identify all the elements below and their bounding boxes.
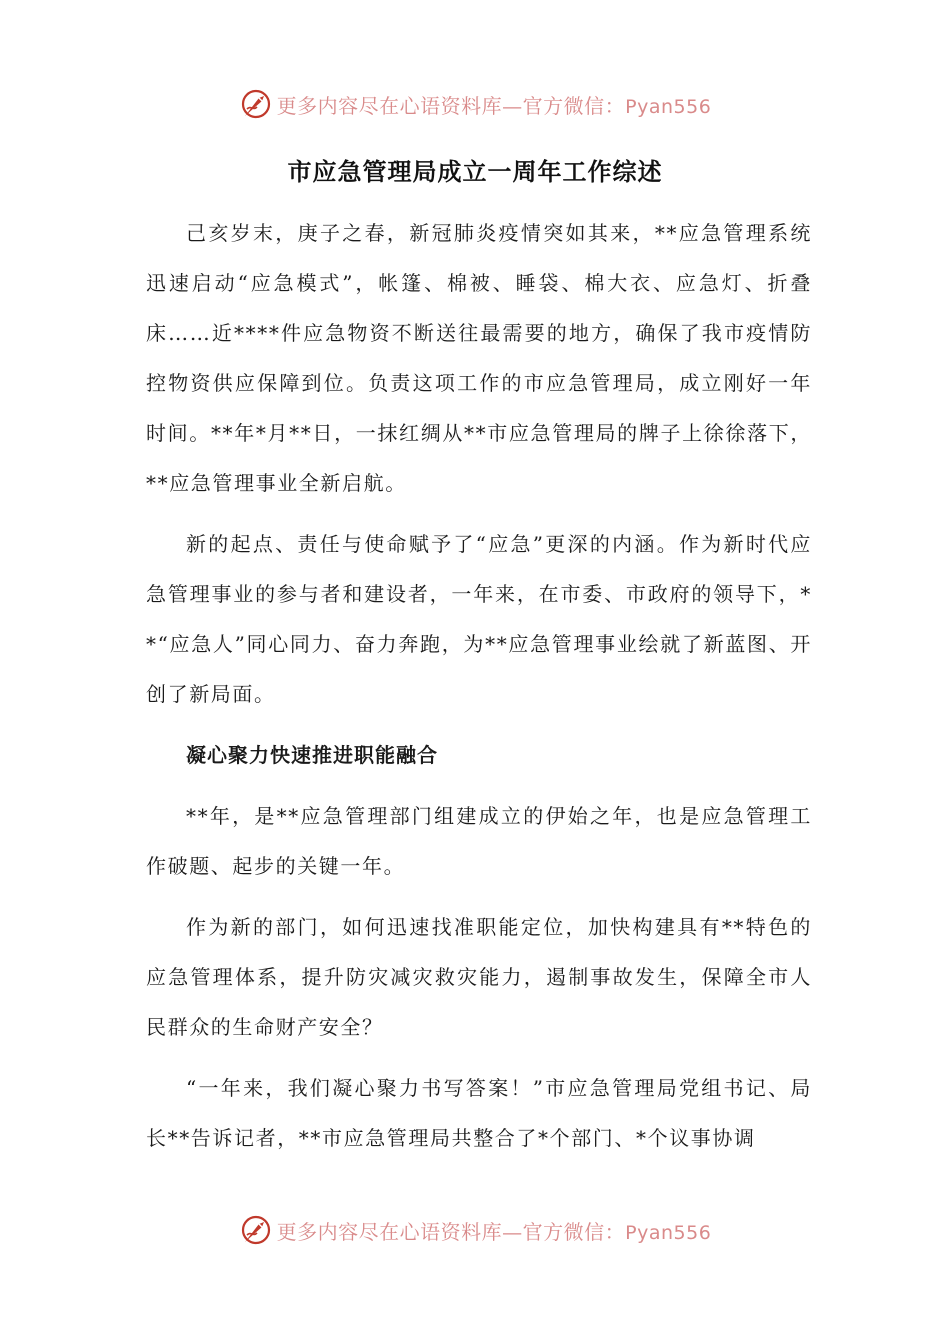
body-paragraph: 己亥岁末，庚子之春，新冠肺炎疫情突如其来，**应急管理系统迅速启动“应急模式”，帐篷、棉被、睡袋、棉大衣、应急灯、折叠床……近****件应急物资不断送往最需要的地方，确保了我市疫情防控物资供应保障到位。负责这项工作的市应急管理局，成立刚好一年时间。**年*月**日，一抹红绸从**市应急管理局的牌子上徐徐落下，**应急管理事业全新启航。 [146,221,812,495]
body-paragraph: “一年来，我们凝心聚力书写答案！”市应急管理局党组书记、局长**告诉记者，**市应急管理局共整合了*个部门、*个议事协调 [146,1076,812,1150]
pen-nib-logo-icon [239,1213,273,1247]
watermark-banner-top [0,84,950,124]
wechat-id: Pyan556 [625,95,712,118]
watermark-banner-bottom [0,1210,950,1250]
watermark-text: 更多内容尽在心语资料库—官方微信：Pyan556 [276,1219,712,1244]
wechat-id: Pyan556 [625,1221,712,1244]
body-paragraph: 作为新的部门，如何迅速找准职能定位，加快构建具有**特色的应急管理体系，提升防灾减灾救灾能力，遏制事故发生，保障全市人民群众的生命财产安全？ [146,915,812,1039]
document-title: 市应急管理局成立一周年工作综述 [287,158,663,186]
watermark-text: 更多内容尽在心语资料库—官方微信：Pyan556 [276,93,712,118]
section-heading: 凝心聚力快速推进职能融合 [186,743,438,767]
body-paragraph: 新的起点、责任与使命赋予了“应急”更深的内涵。作为新时代应急管理事业的参与者和建设者，一年来，在市委、市政府的领导下，**“应急人”同心同力、奋力奔跑，为**应急管理事业绘就了新蓝图、开创了新局面。 [146,532,812,706]
document-body [146,208,812,1174]
pen-nib-logo-icon [239,87,273,121]
body-paragraph: **年，是**应急管理部门组建成立的伊始之年，也是应急管理工作破题、起步的关键一年。 [146,804,812,878]
